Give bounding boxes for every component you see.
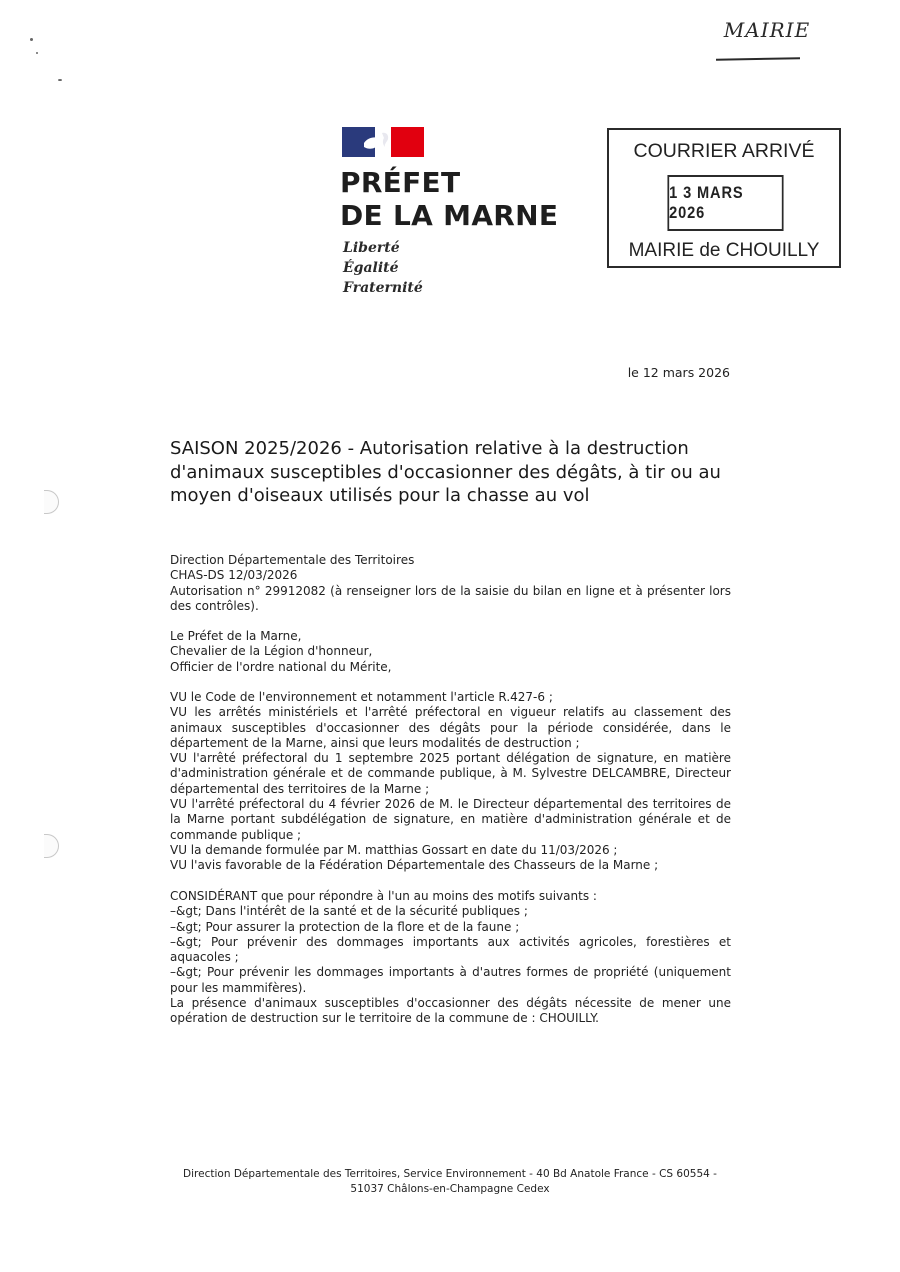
prefecture-title-line1: PRÉFET — [340, 166, 461, 199]
reference-block — [170, 553, 731, 614]
prefecture-title — [340, 166, 558, 232]
punch-hole — [44, 490, 59, 514]
stamp-title: COURRIER ARRIVÉ — [633, 140, 815, 162]
motto-fraternite: Fraternité — [343, 280, 423, 296]
handwritten-underline — [716, 57, 800, 60]
page-footer — [150, 1167, 750, 1197]
reference-direction: Direction Départementale des Territoires — [170, 553, 415, 567]
signatory-line: Chevalier de la Légion d'honneur, — [170, 644, 373, 659]
footer-address-line1: Direction Départementale des Territoires, Service Environnement - 40 Bd Anatole France - CS 60554 - — [183, 1168, 717, 1180]
prefecture-title-line2: DE LA MARNE — [340, 199, 559, 232]
signatory-line: Le Préfet de la Marne, — [170, 629, 302, 643]
motto-egalite: Égalité — [343, 260, 399, 276]
handwritten-annotation: MAIRIE — [723, 18, 811, 42]
considerant-conclusion: La présence d'animaux susceptibles d'occasionner des dégâts nécessite de mener une opération de destruction sur le territoire de la commune de : CHOUILLY. — [170, 996, 731, 1026]
vu-clauses — [170, 690, 731, 874]
scan-speck — [30, 38, 33, 41]
considerant-item: –&gt; Pour assurer la protection de la flore et de la faune ; — [170, 919, 520, 934]
reference-code: CHAS-DS 12/03/2026 — [170, 568, 298, 583]
reference-authorization: Autorisation n° 29912082 (à renseigner lors de la saisie du bilan en ligne et à présenter lors des contrôles). — [170, 583, 731, 613]
considerant-item: –&gt; Pour prévenir les dommages importants à d'autres formes de propriété (uniquement pour les mammifères). — [170, 965, 731, 995]
signatory-block — [170, 629, 731, 675]
motto-liberte: Liberté — [343, 240, 400, 256]
considerant-intro: CONSIDÉRANT que pour répondre à l'un au moins des motifs suivants : — [170, 889, 597, 903]
vu-clause: VU le Code de l'environnement et notamment l'article R.427-6 ; — [170, 690, 553, 704]
stamp-recipient: MAIRIE de CHOUILLY — [628, 240, 820, 261]
considerant-item: –&gt; Pour prévenir des dommages importants aux activités agricoles, forestières et aquacoles ; — [170, 934, 731, 965]
document-title: SAISON 2025/2026 - Autorisation relative à la destruction d'animaux susceptibles d'occasionner des dégâts, à tir ou au moyen d'oiseaux utilisés pour la chasse au vol — [170, 438, 721, 506]
vu-clause: VU la demande formulée par M. matthias Gossart en date du 11/03/2026 ; — [170, 842, 618, 857]
stamp-date: 1 3 MARS 2026 — [667, 175, 783, 231]
vu-clause: VU l'avis favorable de la Fédération Départementale des Chasseurs de la Marne ; — [170, 858, 659, 873]
footer-address-line2: 51037 Châlons-en-Champagne Cedex — [350, 1183, 550, 1195]
mail-arrival-stamp — [607, 128, 841, 268]
scan-speck — [36, 52, 38, 54]
signatory-line: Officier de l'ordre national du Mérite, — [170, 659, 392, 674]
considerant-item: –&gt; Dans l'intérêt de la santé et de la sécurité publiques ; — [170, 904, 528, 919]
vu-clause: VU les arrêtés ministériels et l'arrêté préfectoral en vigueur relatifs au classement des animaux susceptibles d'occasionner des dégâts pour la période considérée, dans le département de la Marne, ainsi que leurs modalités de destruction ; — [170, 705, 731, 750]
republic-motto — [343, 238, 423, 298]
vu-clause: VU l'arrêté préfectoral du 1 septembre 2025 portant délégation de signature, en matière d'administration générale et de commande publique, à M. Sylvestre DELCAMBRE, Directeur départemental des territoires de la Marne ; — [170, 751, 731, 796]
considerant-block — [170, 889, 731, 1027]
vu-clause: VU l'arrêté préfectoral du 4 février 2026 de M. le Directeur départemental des territoires de la Marne portant subdélégation de signature, en matière d'administration générale et de commande publique ; — [170, 797, 731, 842]
punch-hole — [44, 834, 59, 858]
scan-speck — [58, 79, 62, 81]
document-date: le 12 mars 2026 — [627, 365, 730, 380]
marianne-flag-logo — [342, 127, 424, 157]
